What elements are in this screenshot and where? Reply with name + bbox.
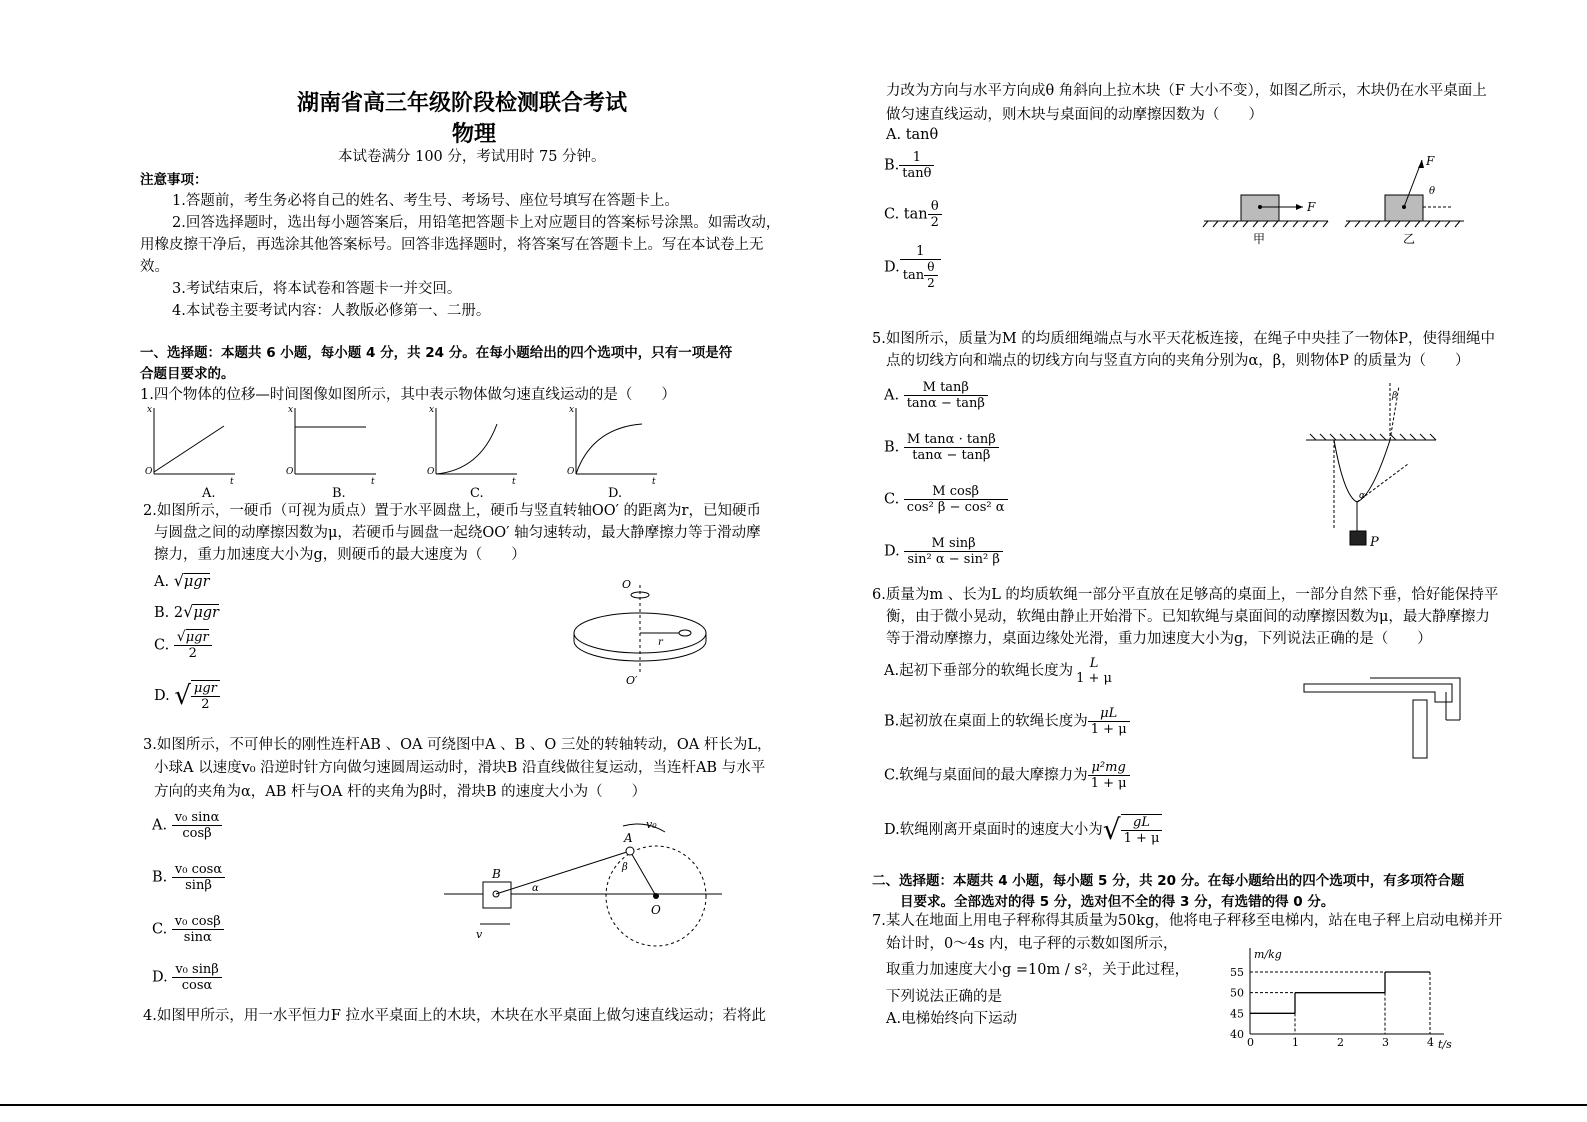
q4-line-2: 力改为方向与水平方向成θ 角斜向上拉木块（F 大小不变），如图乙所示，木块仍在水平桌面上 (886, 83, 1487, 99)
q3-option-a: A. $\frac{\text{v₀ sinα}}{\cos\beta}$ (152, 810, 222, 841)
q4-fig-jia: 甲 (1253, 232, 1266, 246)
q2-fig-o-prime: O′ (626, 674, 638, 687)
q5-option-d: D. $\frac{\text{M sinβ}}{\text{sin² α − sin² β}}$ (884, 536, 1003, 567)
q3-option-d: D. $\frac{\text{v₀ sinβ}}{\cos\alpha}$ (152, 962, 222, 993)
q4-option-b: B. $\frac{1}{\tan\theta}$ (884, 150, 934, 181)
q5-line-1: 5.如图所示，质量为M 的均质细绳端点与水平天花板连接，在绳子中央挂了一物体P，使得细绳中 (872, 331, 1496, 347)
q7-y-axis-label: m/kg (1254, 948, 1282, 961)
q2-fig-r: r (658, 637, 663, 648)
note-1: 1.答题前，考生务必将自己的姓名、考生号、考场号、座位号填写在答题卡上。 (172, 193, 679, 209)
q1-axis-x-c: x (429, 405, 435, 415)
q7-line-3: 取重力加速度大小g =10m / s²，关于此过程， (886, 962, 1190, 978)
note-3: 3.考试结束后，将本试卷和答题卡一并交回。 (172, 281, 462, 297)
subject-title: 物理 (452, 122, 497, 147)
q1-label-a: A. (202, 486, 216, 501)
q5-option-a: A. $\frac{\text{M tanβ}}{\tan\alpha - \tan\beta}$ (884, 380, 988, 411)
q7-x-tick-1: 1 (1292, 1036, 1299, 1049)
note-2-end: 效。 (140, 259, 169, 275)
q3-fig-a: A (624, 831, 633, 845)
q4-block-figures (1200, 150, 1470, 250)
q4-option-a: A. tanθ (886, 127, 939, 143)
q7-y-tick-45: 45 (1230, 1007, 1244, 1021)
q1-axis-t-c: t (512, 477, 516, 487)
q7-line-4: 下列说法正确的是 (886, 989, 1002, 1005)
q2-option-c: C. $\frac{\text{√μgr}}{2}$ (154, 630, 212, 661)
q5-fig-alpha: α (1359, 491, 1366, 501)
q6-option-a: A.起初下垂部分的软绳长度为 L 1 + μ (884, 656, 1112, 686)
q2-line-3: 擦力，重力加速度大小为g，则硬币的最大速度为（ ） (154, 547, 526, 563)
q6-option-d: D.软绳刚离开桌面时的速度大小为√ $\frac{gL}{1 + \mu}$ (884, 814, 1162, 846)
q4-line-3: 做匀速直线运动，则木块与桌面间的动摩擦因数为（ ） (886, 107, 1263, 123)
q5-fig-p: P (1370, 535, 1379, 550)
section-1-heading: 一、选择题：本题共 6 小题，每小题 4 分，共 24 分。在每小题给出的四个选项中，只有一项是符 (140, 345, 733, 361)
q3-line-3: 方向的夹角为α，AB 杆与OA 杆的夹角为β时，滑块B 的速度大小为（ ） (154, 784, 647, 800)
q3-fig-beta: β (622, 862, 628, 873)
q3-line-2: 小球A 以速度v₀ 沿逆时针方向做匀速圆周运动时，滑块B 沿直线做往复运动，当连杆AB 与水平 (154, 760, 766, 776)
q3-fig-v0: v₀ (646, 818, 657, 831)
q7-line-1: 7.某人在地面上用电子秤称得其质量为50kg，他将电子秤移至电梯内，站在电子秤上启动电梯并开 (872, 913, 1503, 929)
q5-option-c: C. $\frac{\text{M cosβ}}{\text{cos² β − cos² α}}$ (884, 484, 1008, 515)
q4-option-c: C. tan $\frac{\theta}{2}$ (884, 199, 942, 230)
q3-line-1: 3.如图所示，不可伸长的刚性连杆AB 、OA 可绕图中A 、B 、O 三处的转轴转动，OA 杆长为L， (143, 737, 772, 753)
q1-stem: 1.四个物体的位移—时间图像如图所示，其中表示物体做匀速直线运动的是（ ） (140, 387, 676, 403)
q7-y-tick-50: 50 (1230, 986, 1244, 1000)
q3-linkage-figure (440, 816, 725, 976)
page-bottom-rule (0, 1104, 1587, 1106)
q3-fig-b: B (492, 867, 501, 881)
q6-option-b: B.起初放在桌面上的软绳长度为 $\frac{\mu L}{1 + \mu}$ (884, 706, 1130, 737)
q7-x-tick-0: 0 (1247, 1036, 1254, 1049)
q3-fig-alpha: α (532, 883, 539, 894)
q7-x-tick-3: 3 (1382, 1036, 1389, 1049)
q5-fig-beta: β (1392, 391, 1398, 401)
q1-label-b: B. (332, 486, 346, 501)
q3-fig-o: O (651, 903, 661, 917)
q7-y-tick-40: 40 (1230, 1028, 1244, 1041)
q1-origin-d: O (567, 467, 575, 477)
section-2-heading-cont: 目要求。全部选对的得 5 分，选对但不全的得 3 分，有选错的得 0 分。 (900, 894, 1335, 910)
q1-axis-x-b: x (288, 405, 294, 415)
q2-option-d: D. √ $\frac{\text{μgr}}{2}$ (154, 680, 220, 712)
q2-line-1: 2.如图所示，一硬币（可视为质点）置于水平圆盘上，硬币与竖直转轴OO′ 的距离为r，已知硬币 (143, 503, 761, 519)
q4-line-1: 4.如图甲所示，用一水平恒力F 拉水平桌面上的木块，木块在水平桌面上做匀速直线运动；若将此 (143, 1008, 767, 1024)
note-4: 4.本试卷主要考试内容：人教版必修第一、二册。 (172, 303, 491, 319)
q7-mass-time-chart (1220, 942, 1460, 1052)
q7-line-2: 始计时，0～4s 内，电子秤的示数如图所示， (886, 936, 1178, 952)
page-title: 湖南省高三年级阶段检测联合考试 (297, 91, 628, 116)
q1-origin-c: O (427, 467, 435, 477)
q5-option-b: B. $\frac{\text{M tanα · tanβ}}{\tan\alpha - \tan\beta}$ (884, 432, 999, 463)
notes-heading: 注意事项： (140, 172, 208, 188)
q4-fig-yi: 乙 (1403, 232, 1416, 246)
section-1-heading-cont: 合题目要求的。 (140, 366, 235, 382)
q1-axis-t-b: t (371, 477, 375, 487)
q7-x-tick-4: 4 (1427, 1036, 1434, 1049)
q6-line-1: 6.质量为m 、长为L 的均质软绳一部分平直放在足够高的桌面上，一部分自然下垂，恰好能保持平 (872, 587, 1499, 603)
q1-axis-x-a: x (147, 405, 153, 415)
q4-option-d: D. 1 tan $\frac{\theta}{2}$ (884, 244, 941, 291)
q3-option-b: B. $\frac{\text{v₀ cosα}}{\sin\beta}$ (152, 862, 225, 893)
q4-fig-f-yi: F (1426, 154, 1435, 168)
q6-table-figure (1300, 674, 1465, 764)
q5-rope-figure (1300, 378, 1440, 556)
q4-fig-f-jia: F (1307, 200, 1316, 214)
q6-line-2: 衡，由于微小晃动，软绳由静止开始滑下。已知软绳与桌面间的动摩擦因数为μ，最大静摩擦力 (886, 609, 1490, 625)
q2-option-a: A. √μgr (154, 571, 210, 590)
q1-axis-x-d: x (569, 405, 575, 415)
q6-line-3: 等于滑动摩擦力，桌面边缘处光滑，重力加速度大小为g，下列说法正确的是（ ） (886, 631, 1432, 647)
q1-graphs (140, 404, 660, 502)
note-2-cont: 用橡皮擦干净后，再选涂其他答案标号。回答非选择题时，将答案写在答题卡上。写在本试卷上无 (140, 237, 764, 253)
q1-origin-b: O (286, 467, 294, 477)
q1-origin-a: O (145, 467, 153, 477)
q1-axis-t-a: t (230, 477, 234, 487)
exam-meta: 本试卷满分 100 分，考试用时 75 分钟。 (338, 149, 606, 165)
q3-option-c: C. $\frac{\text{v₀ cosβ}}{\sin\alpha}$ (152, 914, 224, 945)
q6-option-c: C.软绳与桌面间的最大摩擦力为 $\frac{\text{μ²mg}}{1 + \mu}$ (884, 760, 1130, 791)
q1-label-c: C. (470, 486, 484, 501)
q1-label-d: D. (608, 486, 623, 501)
q7-option-a: A.电梯始终向下运动 (886, 1011, 1018, 1027)
q2-fig-o: O (622, 578, 632, 591)
q7-y-tick-55: 55 (1230, 966, 1244, 979)
note-2: 2.回答选择题时，选出每小题答案后，用铅笔把答题卡上对应题目的答案标号涂黑。如需改动， (172, 215, 781, 231)
q2-disk-figure (570, 575, 720, 690)
q7-x-axis-label: t/s (1438, 1038, 1452, 1051)
q5-line-2: 点的切线方向和端点的切线方向与竖直方向的夹角分别为α，β，则物体P 的质量为（ ） (886, 353, 1470, 369)
q4-fig-theta: θ (1429, 186, 1436, 197)
section-2-heading: 二、选择题：本题共 4 小题，每小题 5 分，共 20 分。在每小题给出的四个选项中，有多项符合题 (872, 873, 1465, 889)
q2-line-2: 与圆盘之间的动摩擦因数为μ，若硬币与圆盘一起绕OO′ 轴匀速转动，最大静摩擦力等于滑动摩 (154, 525, 761, 541)
q1-axis-t-d: t (652, 477, 656, 487)
q7-x-tick-2: 2 (1337, 1036, 1344, 1049)
q3-fig-v: v (476, 928, 483, 941)
q2-option-b: B. 2√μgr (154, 602, 219, 621)
